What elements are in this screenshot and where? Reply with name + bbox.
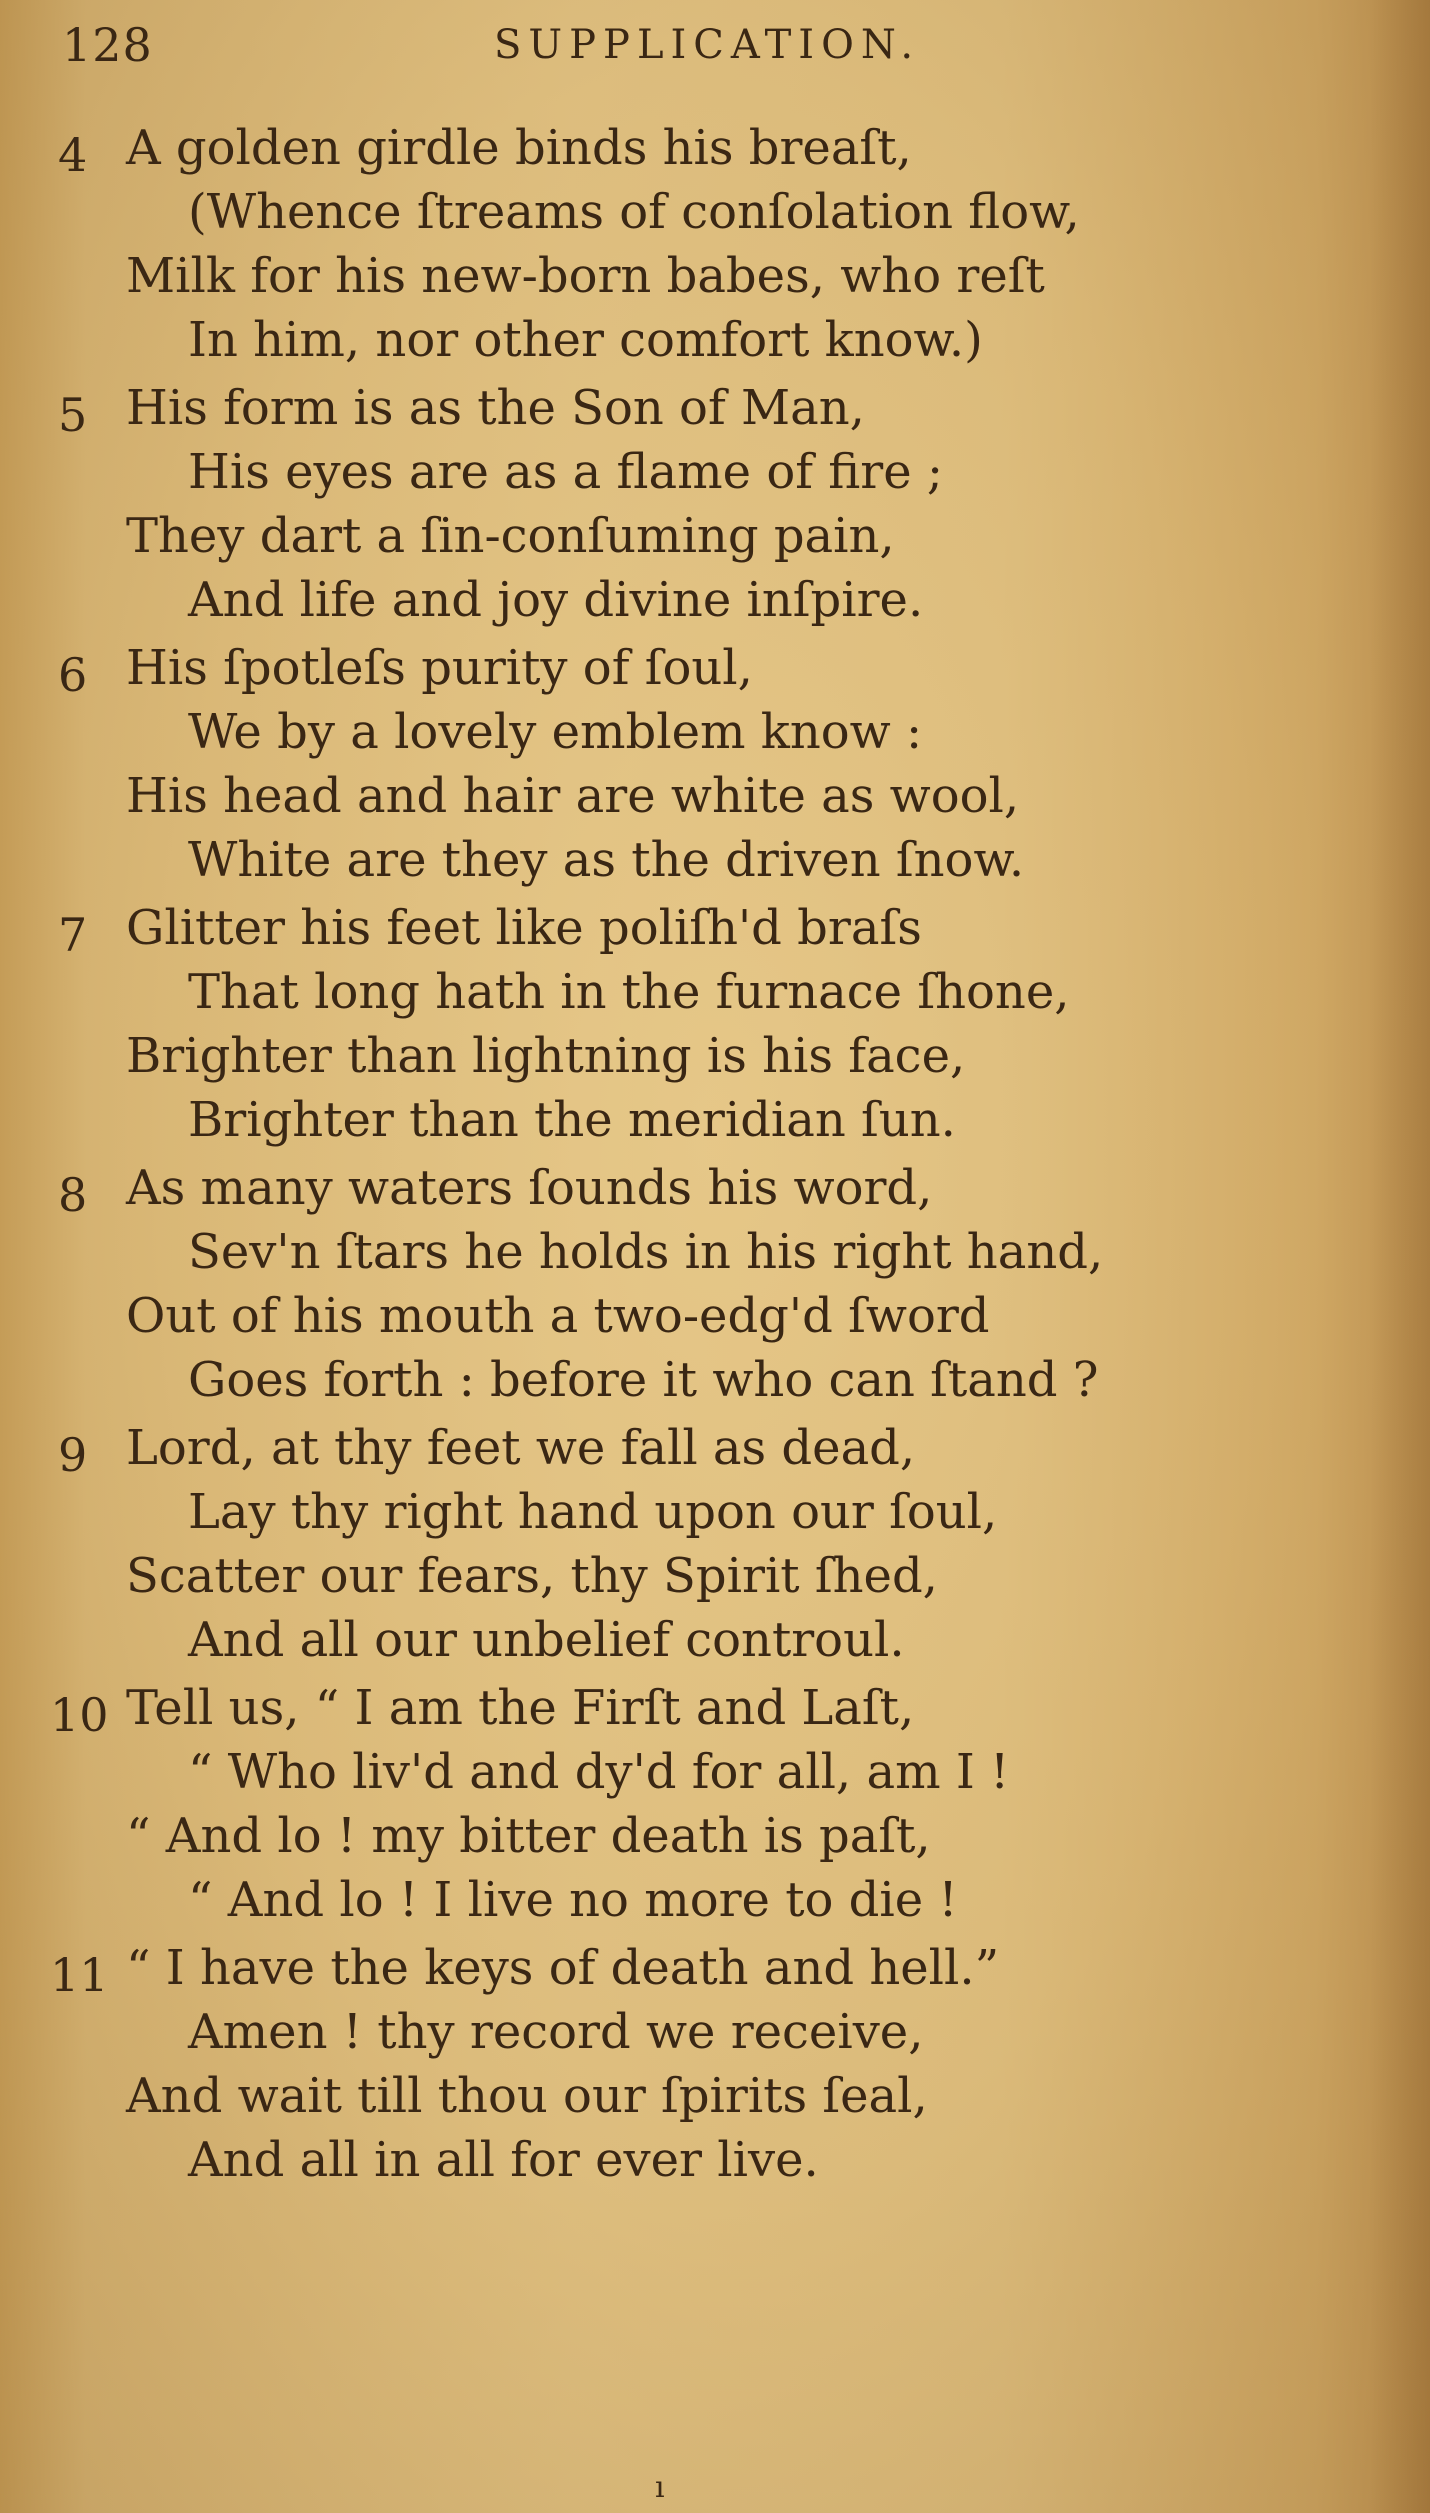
verse-line: And all in all for ever live. bbox=[188, 2132, 819, 2188]
verse-line: Glitter his feet like poliſh'd braſs bbox=[126, 900, 922, 956]
stanza bbox=[58, 1160, 1218, 1428]
verse-line: Scatter our fears, thy Spirit ſhed, bbox=[126, 1548, 938, 1604]
verse-line: Lord, at thy feet we fall as dead, bbox=[126, 1420, 916, 1476]
stanza bbox=[58, 900, 1218, 1168]
verse-line: White are they as the driven ſnow. bbox=[188, 832, 1025, 888]
catchword: ı bbox=[655, 2470, 665, 2505]
stanza-number: 5 bbox=[58, 388, 88, 442]
verse-line: And life and joy divine inſpire. bbox=[188, 572, 924, 628]
page-header bbox=[62, 18, 1202, 78]
verse-line: Amen ! thy record we receive, bbox=[188, 2004, 924, 2060]
stanza bbox=[58, 640, 1218, 908]
verse-line: “ And lo ! my bitter death is paſt, bbox=[126, 1808, 931, 1864]
verse-line: “ Who liv'd and dy'd for all, am I ! bbox=[188, 1744, 1010, 1800]
verse-line: As many waters ſounds his word, bbox=[126, 1160, 933, 1216]
stanza-number: 7 bbox=[58, 908, 88, 962]
verse-line: Brighter than the meridian ſun. bbox=[188, 1092, 956, 1148]
stanza-number: 10 bbox=[50, 1688, 109, 1742]
verse-line: They dart a ſin-conſuming pain, bbox=[126, 508, 895, 564]
verse-line: A golden girdle binds his breaſt, bbox=[126, 120, 912, 176]
verse-line: “ And lo ! I live no more to die ! bbox=[188, 1872, 958, 1928]
verse-line: That long hath in the furnace ſhone, bbox=[188, 964, 1070, 1020]
verse-line: Tell us, “ I am the Firſt and Laſt, bbox=[126, 1680, 915, 1736]
verse-line: And wait till thou our ſpirits ſeal, bbox=[126, 2068, 928, 2124]
stanza bbox=[50, 1680, 1218, 1948]
verse-line: Sev'n ſtars he holds in his right hand, bbox=[188, 1224, 1104, 1280]
verse-line: Brighter than lightning is his face, bbox=[126, 1028, 966, 1084]
verse-line: His ſpotleſs purity of ſoul, bbox=[126, 640, 753, 696]
verse-line: Goes forth : before it who can ſtand ? bbox=[188, 1352, 1099, 1408]
page-edge-shadow bbox=[1370, 0, 1430, 2513]
verse-line: (Whence ſtreams of conſolation flow, bbox=[188, 184, 1080, 240]
verse-line: His eyes are as a flame of fire ; bbox=[188, 444, 944, 500]
verse-line: His form is as the Son of Man, bbox=[126, 380, 865, 436]
stanza-number: 6 bbox=[58, 648, 88, 702]
page-number: 128 bbox=[62, 18, 153, 72]
verse-line: Milk for his new-born babes, who reſt bbox=[126, 248, 1045, 304]
running-head: SUPPLICATION. bbox=[494, 22, 921, 68]
stanza-number: 9 bbox=[58, 1428, 88, 1482]
stanza-number: 4 bbox=[58, 128, 88, 182]
stanza bbox=[50, 1940, 1218, 2198]
stanza-number: 8 bbox=[58, 1168, 88, 1222]
verse-line: We by a lovely emblem know : bbox=[188, 704, 923, 760]
hymn-stanzas bbox=[50, 120, 1218, 2198]
verse-line: His head and hair are white as wool, bbox=[126, 768, 1020, 824]
verse-line: And all our unbelief controul. bbox=[188, 1612, 905, 1668]
verse-line: In him, nor other comfort know.) bbox=[188, 312, 983, 368]
stanza-number: 11 bbox=[50, 1948, 109, 2002]
verse-line: Out of his mouth a two-edg'd ſword bbox=[126, 1288, 990, 1344]
stanza bbox=[58, 380, 1218, 648]
verse-line: Lay thy right hand upon our ſoul, bbox=[188, 1484, 998, 1540]
stanza bbox=[58, 120, 1218, 388]
verse-line: “ I have the keys of death and hell.” bbox=[126, 1940, 1000, 1996]
stanza bbox=[58, 1420, 1218, 1688]
